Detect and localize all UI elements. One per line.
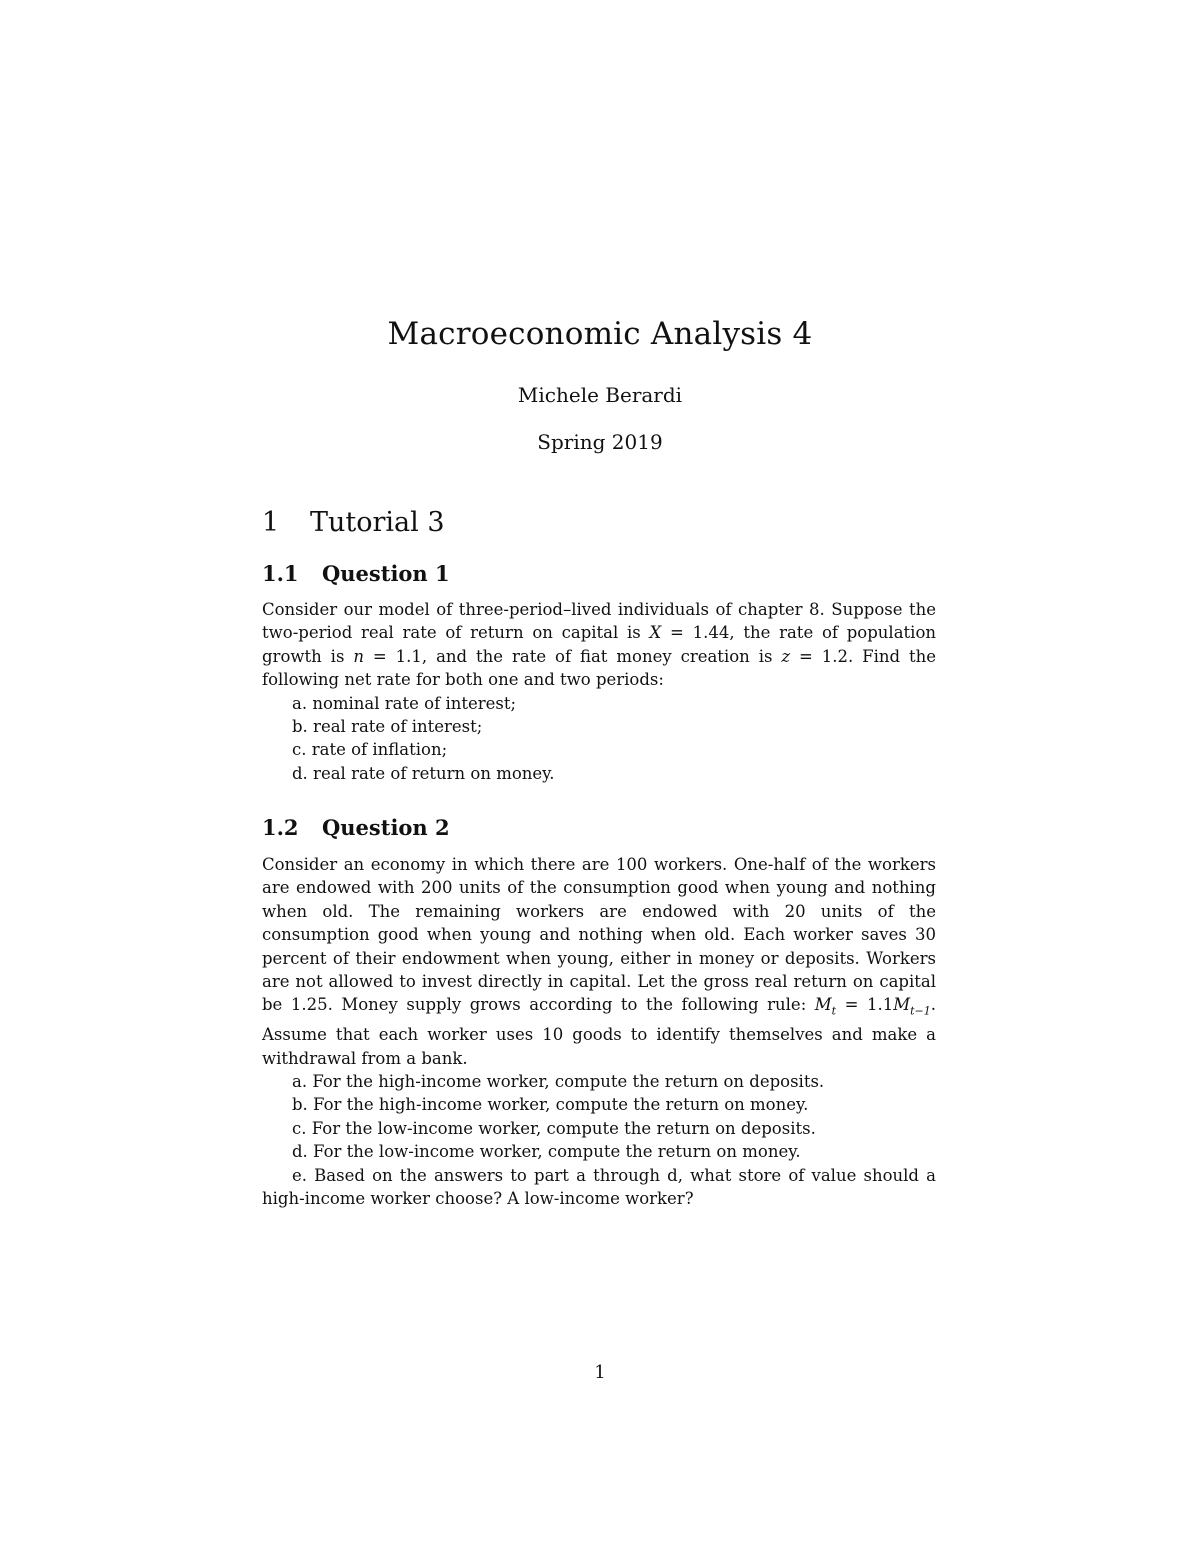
document-author: Michele Berardi — [517, 383, 683, 407]
q1-text-2: = 1.44, the rate of population growth is — [262, 623, 937, 666]
document-date: Spring 2019 — [537, 430, 663, 454]
q1-text-3: = 1.1, and the rate of fiat money creation is — [364, 646, 782, 666]
q2-text-1: Consider an economy in which there are 100 workers. One-half of the workers are endowed with 200 units of the consumption good when young and nothing when old. The remaining workers are endowed with 20 units of the consumption good when young and nothing when old. Each worker saves 30 percent of their endowment when young, either in money or deposits. Workers are not allowed to invest directly in capital. Let the gross real return on capital be 1.25. Money supply grows according to the following rule: — [262, 855, 936, 1015]
list-item: e. Based on the answers to part a through d, what store of value should a high-income worker choose? A low-income worker? — [262, 1165, 936, 1208]
question-1-heading — [262, 561, 450, 586]
q1-text-1: Consider our model of three-period–lived individuals of chapter 8. Suppose the two-period real rate of return on capital is — [262, 600, 936, 643]
page-number: 1 — [594, 1362, 606, 1383]
list-item: a. For the high-income worker, compute the return on deposits. — [292, 1071, 825, 1091]
q1-var-x: X — [649, 623, 662, 643]
document-title: Macroeconomic Analysis 4 — [387, 316, 813, 352]
question-1-body — [262, 598, 936, 785]
q1-text-4: = 1.2. Find the following net rate for both one and two periods: — [262, 646, 937, 690]
section-title: Tutorial 3 — [310, 507, 445, 538]
question-2-body — [262, 853, 936, 1210]
q2-var-m: M — [814, 995, 832, 1015]
section-heading — [262, 507, 445, 538]
q1-var-n: n — [353, 646, 364, 666]
question-2-heading — [262, 815, 450, 840]
q2-text-2: . Assume that each worker uses 10 goods to identify themselves and make a withdrawal from a bank. — [262, 995, 936, 1068]
list-item: b. real rate of interest; — [292, 717, 483, 737]
q2-sub-t: t — [831, 1004, 837, 1018]
list-item: d. For the low-income worker, compute the return on money. — [292, 1142, 801, 1162]
list-item: a. nominal rate of interest; — [292, 693, 517, 713]
question-1-paragraph — [262, 598, 936, 692]
q2-sub-t1: t−1 — [910, 1004, 931, 1018]
list-item: c. For the low-income worker, compute the return on deposits. — [292, 1118, 816, 1138]
question-2-title: Question 2 — [322, 815, 450, 840]
question-2-number: 1.2 — [262, 815, 299, 840]
list-item: c. rate of inflation; — [292, 740, 448, 760]
list-item: b. For the high-income worker, compute the return on money. — [292, 1095, 809, 1115]
question-1-title: Question 1 — [322, 561, 450, 586]
question-1-number: 1.1 — [262, 561, 299, 586]
list-item: d. real rate of return on money. — [292, 763, 555, 783]
q2-text-eq: = 1.1 — [836, 995, 894, 1015]
section-number: 1 — [262, 507, 280, 538]
q2-var-m-2: M — [893, 995, 911, 1015]
question-2-paragraph — [262, 853, 936, 1070]
q1-var-z: z — [781, 646, 791, 666]
